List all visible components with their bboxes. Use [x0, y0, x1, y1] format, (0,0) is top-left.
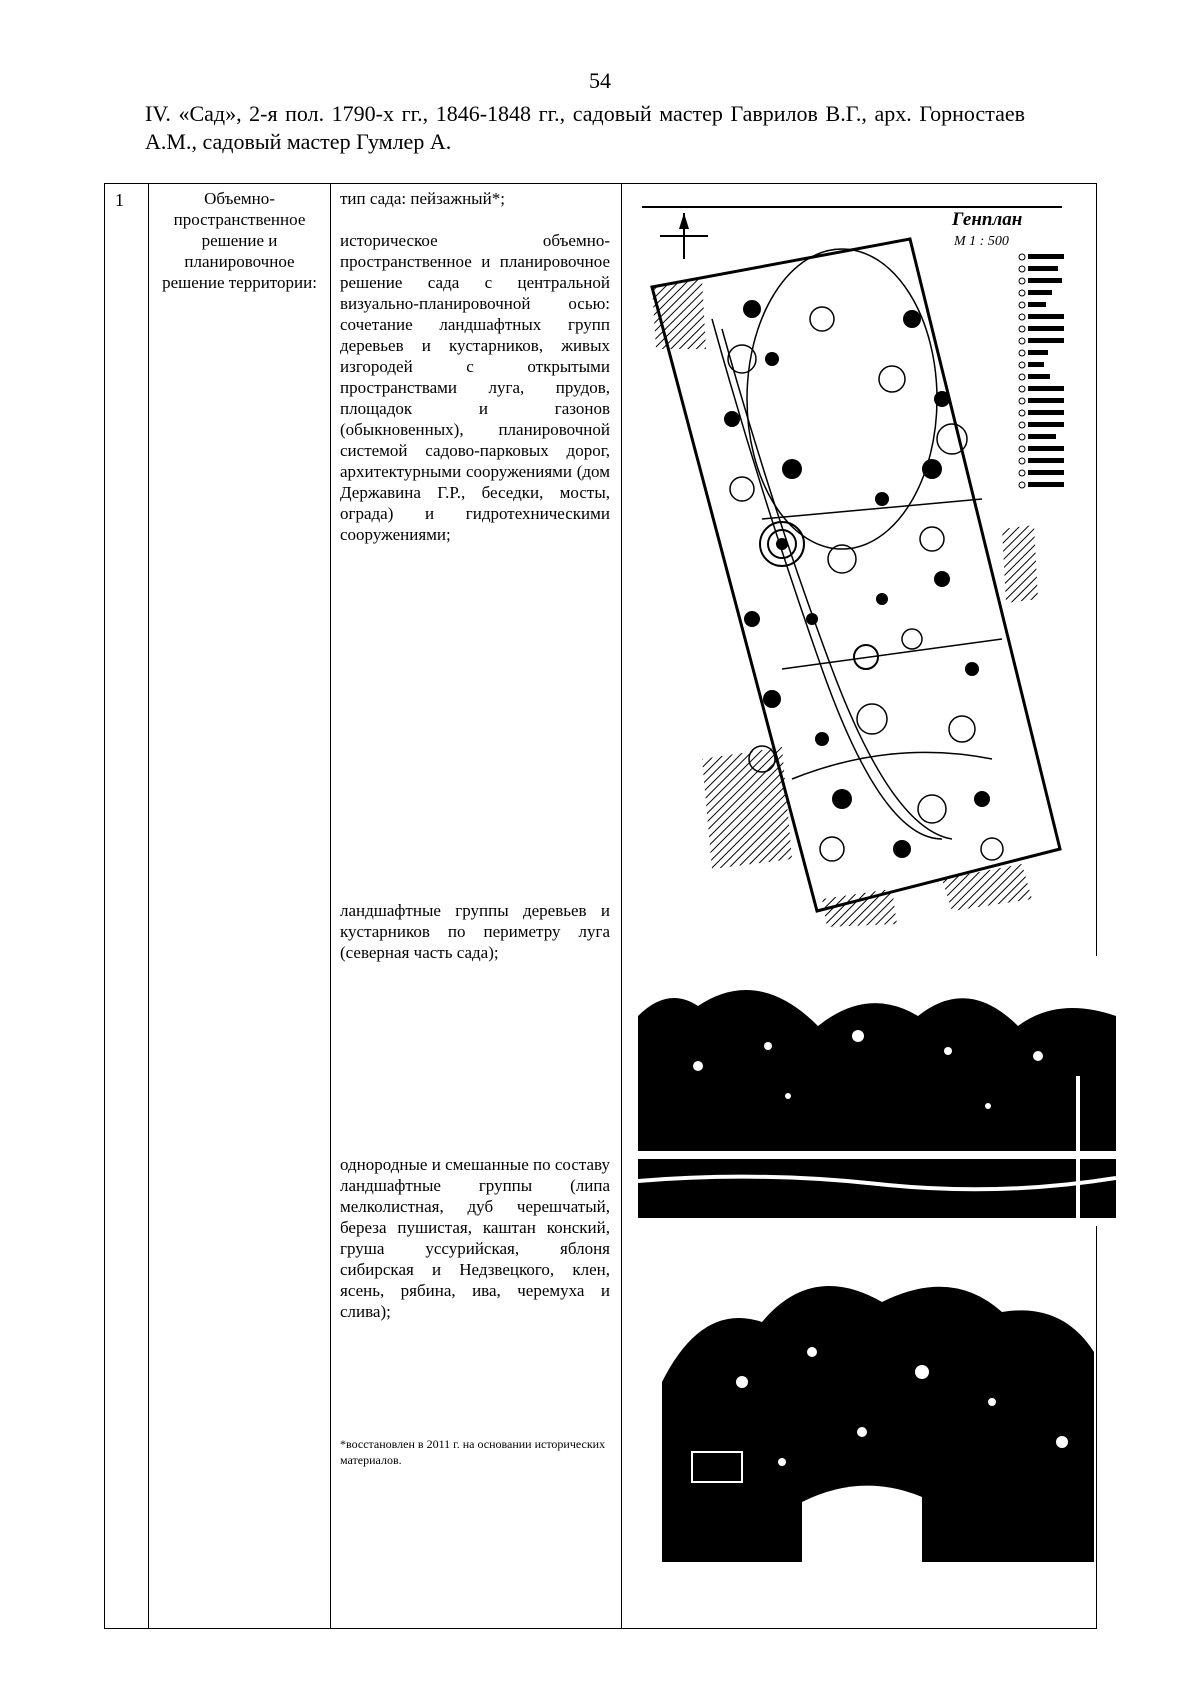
mixed-groups-text: однородные и смешанные по составу ландшафтные группы (липа мелколистная, дуб черешчатый, береза пушистая, каштан конский, груша уссурийская, яблоня сибирская и Недзвецкого, клен, ясень, рябина, ива, черемуха и слива);	[340, 1155, 610, 1321]
landscape-groups-text: ландшафтные группы деревьев и кустарников по периметру луга (северная часть сада);	[340, 901, 610, 962]
row-label: Объемно-пространственное решение и планировочное решение территории:	[162, 189, 317, 292]
table-row	[105, 184, 1097, 1629]
photo-meadow-trees	[638, 956, 1116, 1226]
section-header: IV. «Сад», 2-я пол. 1790-х гг., 1846-1848 гг., садовый мастер Гаврилов В.Г., арх. Горностаев А.М., садовый мастер Гумлер А.	[145, 101, 1025, 154]
image-cell	[622, 184, 1097, 1629]
general-plan-drawing	[642, 199, 1088, 929]
plan-title: Генплан	[952, 209, 1023, 230]
row-number: 1	[115, 190, 124, 210]
compass-icon	[660, 213, 708, 259]
page-number: 54	[589, 68, 611, 93]
plan-scale: М 1 : 500	[954, 234, 1009, 249]
description-cell	[331, 184, 622, 1629]
footnote: *восстановлен в 2011 г. на основании исторических материалов.	[340, 1437, 606, 1467]
historical-solution-text: историческое объемно-пространственное и планировочное решение сада с центральной визуально-планировочной осью: сочетание ландшафтных групп деревьев и кустарников, живых изгородей с открытыми пространствами луга, прудов, площадок и газонов (обыкновенных), планировочной системой садово-парковых дорог, архитектурными сооружениями (дом Державина Г.Р., беседки, мосты, ограда) и гидротехническими сооружениями;	[340, 231, 610, 544]
garden-type-text: тип сада: пейзажный*;	[340, 189, 505, 208]
row-number-cell	[105, 184, 149, 1629]
label-cell	[149, 184, 331, 1629]
plan-legend	[1019, 254, 1064, 488]
photo-mixed-trees	[662, 1262, 1094, 1562]
object-table	[104, 183, 1097, 1629]
